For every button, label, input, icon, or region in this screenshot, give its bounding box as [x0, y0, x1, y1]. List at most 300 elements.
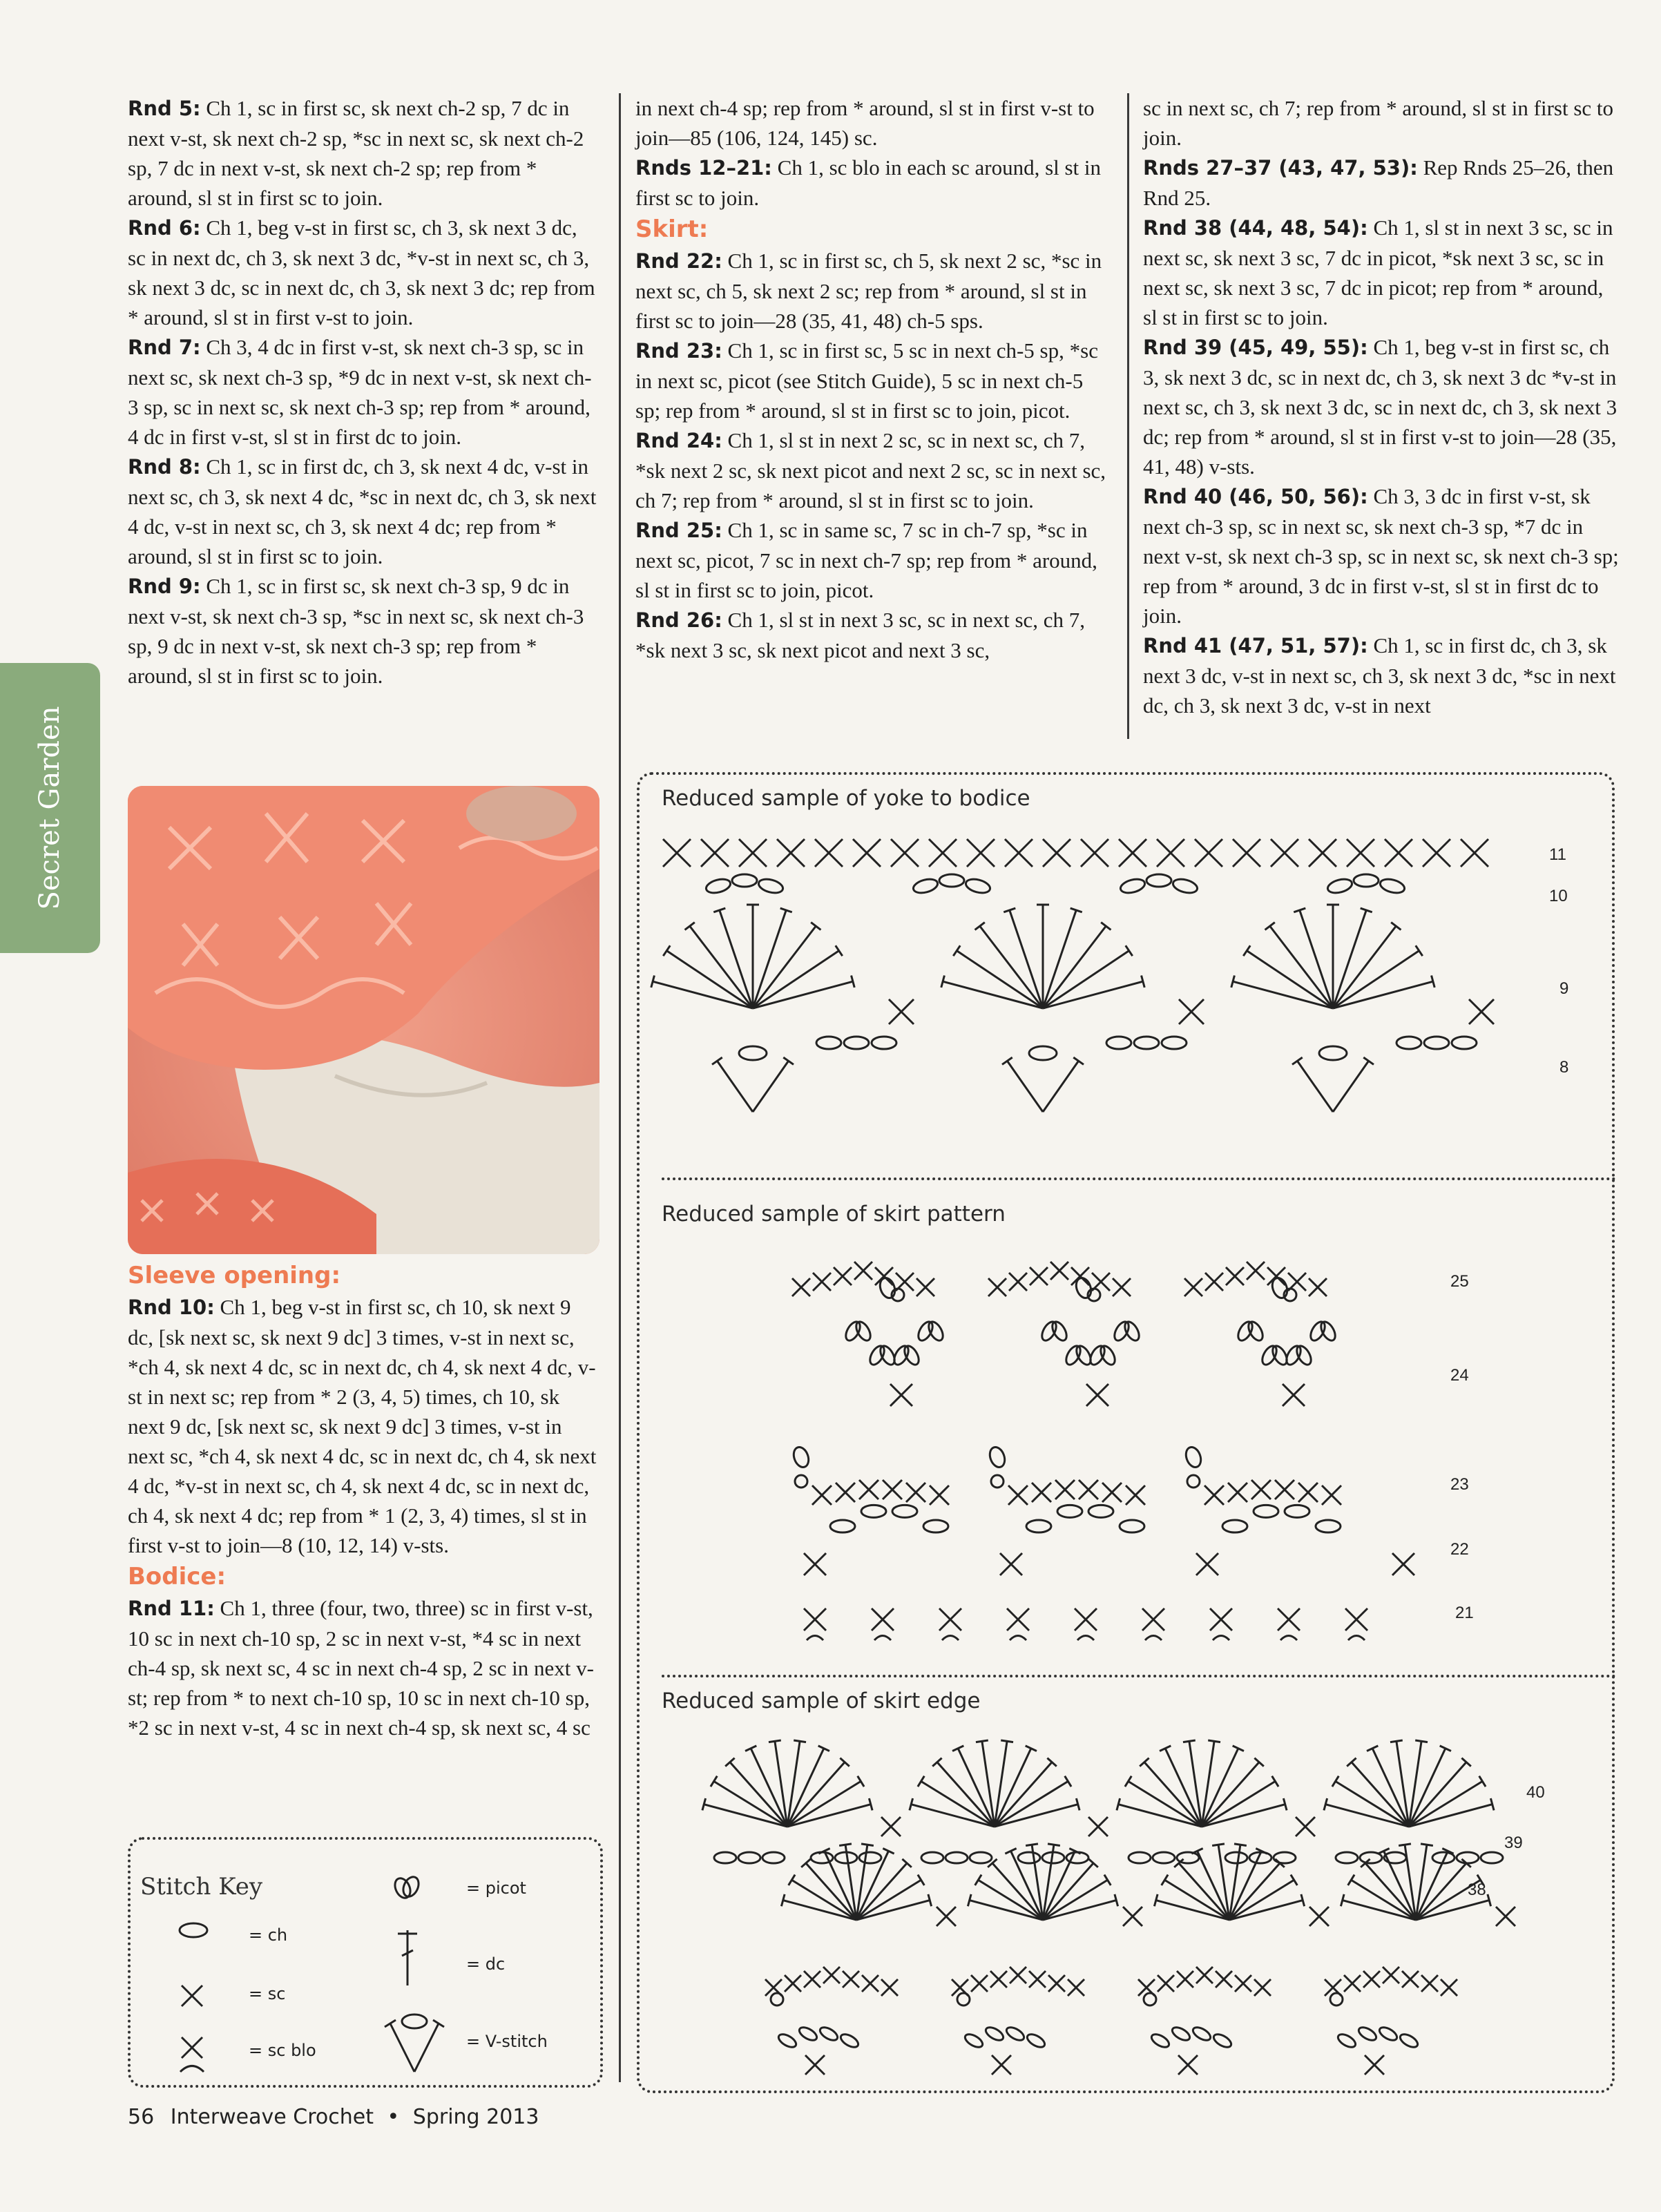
edge-sc-symbol	[785, 1975, 801, 1992]
skirt-sc-symbol	[1247, 1262, 1265, 1280]
edge-sc-symbol	[992, 2055, 1011, 2075]
dc-top-bar	[858, 1776, 864, 1787]
rnd38-paragraph	[1143, 213, 1620, 332]
blo-arc-symbol	[942, 1636, 959, 1641]
yoke-row-8: 8	[1559, 1058, 1569, 1077]
chain-symbol	[1057, 1505, 1082, 1517]
yoke-sc-symbol	[1043, 839, 1070, 867]
edge-dc-symbol	[783, 1901, 856, 1920]
chain-symbol	[1377, 2025, 1399, 2043]
yoke-dc-symbol	[653, 981, 753, 1008]
dc-top-bar	[839, 1844, 852, 1846]
skirt-sc-blo-symbol	[804, 1608, 826, 1631]
yoke-sc-symbol	[853, 839, 881, 867]
chain-symbol	[816, 1037, 841, 1049]
chain-symbol	[1191, 2025, 1212, 2043]
edge-sc-symbol	[990, 1971, 1007, 1988]
dc-top-bar	[1416, 945, 1423, 956]
rnd11-label: Rnd 11:	[128, 1597, 215, 1620]
chain-symbol	[1088, 1505, 1113, 1517]
column-3	[1143, 93, 1620, 720]
yoke-sc-symbol	[1309, 839, 1336, 867]
dc-top-bar	[1363, 1057, 1374, 1064]
chain-symbol	[854, 1320, 874, 1343]
footer-bullet: •	[387, 2105, 400, 2129]
chain-symbol	[859, 1852, 881, 1863]
skirt-chart-label: Reduced sample of skirt pattern	[662, 1202, 1006, 1227]
rnd5-paragraph	[128, 93, 599, 213]
edge-dc-symbol	[1156, 1901, 1229, 1920]
skirt-row-23: 23	[1450, 1475, 1469, 1494]
chain-symbol	[963, 2032, 984, 2050]
skirt-sc-symbol	[1392, 1553, 1414, 1575]
chain-symbol	[1318, 1320, 1338, 1343]
skirt-sc-symbol	[854, 1262, 872, 1280]
edge-sc-symbol	[1363, 1971, 1380, 1988]
chain-symbol	[1356, 2025, 1378, 2043]
dc-top-bar	[663, 945, 670, 956]
yoke-sc-symbol	[891, 839, 919, 867]
chain-symbol	[1162, 1037, 1187, 1049]
dc-top-bar	[1001, 1740, 1013, 1742]
yoke-dc-symbol	[690, 926, 753, 1008]
yoke-dc-symbol	[1233, 981, 1333, 1008]
rnd7-paragraph	[128, 332, 599, 452]
edge-dc-symbol	[1043, 1901, 1116, 1920]
dc-top-bar	[783, 1057, 794, 1064]
dc-top-bar	[918, 1875, 924, 1885]
chain-symbol	[1326, 877, 1353, 896]
rnd24-text: Ch 1, sl st in next 2 sc, sc in next sc, ch 7, *sk next 2 sc, sk next picot and next 2 sc, sc in next sc, ch 7; rep from * around, sl st in first sc to join.	[635, 428, 1106, 512]
blo-arc-symbol	[1077, 1636, 1094, 1641]
chain-symbol	[892, 1505, 917, 1517]
skirt-sc-symbol	[1008, 1485, 1028, 1505]
chain-symbol	[776, 2032, 798, 2050]
yoke-sc-symbol	[701, 839, 729, 867]
rnd26-label: Rnd 26:	[635, 608, 722, 632]
rnd11-continued: in next ch-4 sp; rep from * around, sl st in first v-st to join—85 (106, 124, 145) sc.	[635, 96, 1095, 150]
chart-divider-2	[662, 1675, 1616, 1677]
yoke-dc-symbol	[1043, 981, 1143, 1008]
chain-symbol	[1025, 2032, 1046, 2050]
chain-symbol	[1088, 1344, 1108, 1367]
dc-top-bar	[1234, 1844, 1247, 1846]
chain-symbol	[1336, 1852, 1358, 1863]
chain-symbol	[867, 1344, 887, 1367]
chain-symbol	[739, 1046, 767, 1060]
yoke-vst-symbol	[1297, 1061, 1333, 1112]
column-rule-1	[619, 93, 621, 2082]
picot-dot-symbol	[795, 1475, 807, 1488]
rnd8-text: Ch 1, sc in first dc, ch 3, sk next 4 dc, v-st in next sc, ch 3, sk next 4 dc, *sc in next dc, ch 3, sk next 4 dc, v-st in next sc, ch 3, sk next 4 dc; rep from * around, sl st in first sc to join.	[128, 454, 597, 568]
chain-symbol	[1018, 1852, 1040, 1863]
skirt-row-24: 24	[1450, 1366, 1469, 1385]
edge-sc-symbol	[1010, 1967, 1026, 1983]
yoke-dc-symbol	[1333, 910, 1366, 1008]
edge-sc-symbol	[1029, 1971, 1046, 1988]
rnds12-21-paragraph	[635, 153, 1112, 213]
picot-dot-symbol	[1187, 1475, 1200, 1488]
chain-symbol	[1225, 1852, 1247, 1863]
yoke-dc-symbol	[753, 951, 839, 1008]
skirt-sc-symbol	[1267, 1267, 1285, 1285]
yoke-dc-symbol	[1247, 951, 1333, 1008]
yoke-chart-label: Reduced sample of yoke to bodice	[662, 786, 1030, 811]
chain-symbol	[843, 1320, 863, 1343]
rnds12-21-label: Rnds 12–21:	[635, 156, 772, 180]
chain-symbol	[714, 1852, 736, 1863]
yoke-dc-symbol	[753, 926, 816, 1008]
chain-symbol	[970, 1852, 992, 1863]
rnd22-text: Ch 1, sc in first sc, ch 5, sk next 2 sc, *sc in next sc, ch 5, sk next 2 sc; rep from * around, sl st in first sc to join—28 (35, 41, 48) ch-5 sps.	[635, 249, 1102, 333]
rnd26-paragraph	[635, 605, 1112, 665]
rnd23-paragraph	[635, 336, 1112, 425]
chain-symbol	[1119, 877, 1146, 896]
yoke-dc-symbol	[1270, 926, 1333, 1008]
chain-symbol	[1236, 1320, 1256, 1343]
chain-symbol	[1452, 1037, 1477, 1049]
chain-symbol	[1106, 1037, 1131, 1049]
yoke-dc-symbol	[1333, 951, 1419, 1008]
skirt-sc-symbol	[930, 1485, 949, 1505]
garment-photo-art	[128, 786, 599, 1254]
yoke-vst-symbol	[753, 1061, 789, 1112]
picot-key-label: = picot	[466, 1878, 526, 1898]
yoke-sc-symbol	[1461, 839, 1488, 867]
skirt-sc-symbol	[1009, 1273, 1027, 1291]
rnds27-37-text: Rep Rnds 25–26, then Rnd 25.	[1143, 155, 1614, 210]
bodice-heading: Bodice:	[128, 1563, 227, 1590]
edge-dc-symbol	[1343, 1901, 1416, 1920]
chain-symbol	[923, 1520, 948, 1532]
dc-top-bar	[918, 1776, 924, 1787]
skirt-sc-symbol	[813, 1273, 831, 1291]
chain-symbol	[762, 1852, 785, 1863]
chain-symbol	[1254, 1505, 1278, 1517]
edge-sc-symbol	[881, 1979, 898, 1996]
dc-top-bar	[1479, 1776, 1486, 1787]
yoke-sc-symbol	[967, 839, 995, 867]
chain-symbol	[1050, 1320, 1070, 1343]
dc-symbol-icon	[394, 1927, 421, 1989]
dc-top-bar	[1208, 1740, 1220, 1742]
rnd39-label: Rnd 39 (45, 49, 55):	[1143, 336, 1368, 359]
yoke-sc-symbol	[1005, 839, 1033, 867]
yoke-sc-symbol	[1271, 839, 1298, 867]
skirt-sc-symbol	[1309, 1278, 1327, 1296]
yoke-sc-symbol	[929, 839, 957, 867]
rnd10-paragraph	[128, 1292, 599, 1560]
chain-symbol	[964, 877, 991, 896]
chain-symbol	[1171, 877, 1198, 896]
skirt-sc-symbol	[1205, 1273, 1223, 1291]
picot-dot-symbol	[991, 1475, 1004, 1488]
dc-top-bar	[1272, 1776, 1278, 1787]
skirt-sc-symbol	[1113, 1278, 1131, 1296]
edge-sc-symbol	[1383, 1967, 1399, 1983]
picot-dot-symbol	[771, 1993, 783, 2006]
v-stitch-key-label: = V-stitch	[466, 2032, 548, 2051]
blo-arc-symbol	[1145, 1636, 1162, 1641]
skirt-sc-symbol	[890, 1384, 912, 1406]
skirt-chart-diagram	[794, 1250, 1437, 1651]
rnd38-label: Rnd 38 (44, 48, 54):	[1143, 216, 1368, 240]
yoke-dc-symbol	[1010, 910, 1043, 1008]
edge-sc-symbol	[881, 1817, 901, 1836]
dc-top-bar	[1101, 923, 1111, 930]
skirt-sc-symbol	[1055, 1480, 1075, 1499]
yoke-vst-symbol	[1333, 1061, 1369, 1112]
rnd23-text: Ch 1, sc in first sc, 5 sc in next ch-5 sp, *sc in next sc, picot (see Stitch Guide), 5 sc in next ch-5 sp; rep from * around, sl st in first sc to join, picot.	[635, 338, 1098, 423]
skirt-sc-symbol	[1126, 1485, 1145, 1505]
rnd39-paragraph	[1143, 332, 1620, 481]
yoke-dc-symbol	[720, 910, 753, 1008]
edge-row-38: 38	[1468, 1881, 1486, 1899]
yoke-sc-symbol	[1195, 839, 1222, 867]
yoke-dc-symbol	[753, 910, 786, 1008]
dc-top-bar	[789, 1875, 795, 1885]
dc-top-bar	[711, 1776, 717, 1787]
rnd24-paragraph	[635, 425, 1112, 515]
yoke-sc-symbol	[1469, 999, 1494, 1024]
yoke-sc-symbol	[1119, 839, 1146, 867]
yoke-sc-symbol	[1233, 839, 1260, 867]
chain-symbol	[987, 1445, 1007, 1469]
skirt-sc-blo-symbol	[1345, 1608, 1367, 1631]
edge-sc-symbol	[1068, 1979, 1084, 1996]
chain-symbol	[892, 1344, 912, 1367]
skirt-row-25: 25	[1450, 1272, 1469, 1291]
skirt-sc-blo-symbol	[872, 1608, 894, 1631]
edge-dc-symbol	[1409, 1805, 1492, 1827]
chain-symbol	[1146, 874, 1171, 887]
blo-arc-symbol	[1213, 1636, 1229, 1641]
yoke-vst-symbol	[1007, 1061, 1043, 1112]
skirt-row-22: 22	[1450, 1540, 1469, 1559]
chain-symbol	[1285, 1505, 1309, 1517]
chain-symbol	[1149, 2032, 1171, 2050]
skirt-sc-symbol	[812, 1485, 832, 1505]
chain-symbol	[791, 1445, 811, 1469]
picot-dot-symbol	[1144, 1993, 1156, 2006]
chain-symbol	[1098, 1344, 1118, 1367]
chain-symbol	[732, 874, 757, 887]
rnd6-label: Rnd 6:	[128, 216, 201, 240]
edge-dc-symbol	[1325, 1805, 1409, 1827]
dc-top-bar	[794, 1740, 806, 1742]
dc-top-bar	[1332, 1776, 1338, 1787]
yoke-sc-symbol	[815, 839, 843, 867]
chain-symbol	[1336, 2032, 1357, 2050]
chain-symbol	[1396, 1037, 1421, 1049]
dc-top-bar	[976, 1740, 988, 1742]
chain-symbol	[704, 877, 731, 896]
blo-arc-symbol	[874, 1636, 891, 1641]
dc-top-bar	[1048, 1844, 1060, 1846]
chain-symbol	[1379, 877, 1405, 896]
dc-top-bar	[1183, 1740, 1196, 1742]
dc-top-bar	[975, 923, 985, 930]
dc-top-bar	[953, 945, 960, 956]
blo-arc-symbol	[807, 1636, 823, 1641]
dc-top-bar	[1026, 1844, 1038, 1846]
edge-dc-symbol	[1416, 1901, 1489, 1920]
yoke-vst-symbol	[717, 1061, 753, 1112]
skirt-sc-symbol	[859, 1480, 878, 1499]
chain-symbol	[1294, 1344, 1314, 1367]
edge-dc-symbol	[704, 1805, 787, 1827]
edge-sc-symbol	[1421, 1975, 1438, 1992]
chain-symbol	[1064, 1344, 1084, 1367]
dc-top-bar	[712, 1057, 722, 1064]
chain-symbol	[1246, 1320, 1266, 1343]
magazine-name: Interweave Crochet	[170, 2105, 374, 2129]
edge-sc-symbol	[937, 1907, 956, 1926]
dc-top-bar	[975, 1875, 981, 1885]
chain-symbol	[1284, 1344, 1304, 1367]
yoke-sc-symbol	[1179, 999, 1204, 1024]
yoke-sc-symbol	[777, 839, 805, 867]
rnd11-text: Ch 1, three (four, two, three) sc in first v-st, 10 sc in next ch-10 sp, 2 sc in next v-st, *4 sc in next ch-4 sp, sk next sc, 4 sc in next ch-4 sp, 2 sc in next v-st; rep from * to next ch-10 sp, 10 sc in next ch-10 sp, *2 sc in next v-st, 4 sc in next ch-4 sp, sk next sc, 4 sc	[128, 1596, 594, 1740]
dc-top-bar	[1002, 1057, 1012, 1064]
dc-top-bar	[836, 945, 843, 956]
skirt-sc-blo-symbol	[1278, 1608, 1300, 1631]
chain-symbol	[1129, 1852, 1151, 1863]
skirt-sc-symbol	[792, 1278, 810, 1296]
yoke-dc-symbol	[980, 926, 1043, 1008]
yoke-sc-symbol	[663, 839, 691, 867]
rnd11-paragraph	[128, 1593, 599, 1742]
column-rule-2	[1127, 93, 1129, 739]
column-1	[128, 93, 599, 691]
rnd41-label: Rnd 41 (47, 51, 57):	[1143, 634, 1368, 657]
skirt-sc-symbol	[883, 1480, 902, 1499]
chain-symbol	[1316, 1520, 1341, 1532]
rnd10-label: Rnd 10:	[128, 1296, 215, 1319]
rnd7-label: Rnd 7:	[128, 336, 201, 359]
chain-symbol	[838, 2032, 860, 2050]
skirt-sc-symbol	[1071, 1267, 1089, 1285]
edge-dc-symbol	[911, 1805, 995, 1827]
chain-symbol	[757, 877, 784, 896]
chain-symbol	[945, 1852, 968, 1863]
sc-key-label: = sc	[249, 1984, 286, 2003]
rnd25-paragraph	[635, 515, 1112, 605]
dc-top-bar	[1477, 1875, 1484, 1885]
chain-symbol	[1183, 1445, 1203, 1469]
yoke-dc-symbol	[1043, 951, 1129, 1008]
rnd26-text: Ch 1, sl st in next 3 sc, sc in next sc, ch 7, *sk next 3 sc, sk next picot and next 3 sc,	[635, 608, 1086, 662]
section-tab-label: Secret Garden	[34, 706, 66, 910]
dc-top-bar	[1073, 1057, 1084, 1064]
skirt-row-21: 21	[1455, 1604, 1474, 1622]
chain-symbol	[1120, 1520, 1144, 1532]
chain-symbol	[1039, 1320, 1059, 1343]
skirt-sc-symbol	[1079, 1480, 1098, 1499]
dc-top-bar	[1126, 945, 1133, 956]
skirt-sc-symbol	[1196, 1553, 1218, 1575]
dc-top-bar	[769, 1740, 781, 1742]
rnd41-paragraph	[1143, 631, 1620, 720]
edge-sc-symbol	[1296, 1817, 1315, 1836]
rnd7-text: Ch 3, 4 dc in first v-st, sk next ch-3 sp, sc in next sc, sk next ch-3 sp, *9 dc in next v-st, sk next ch-3 sp, sc in next sc, sk next ch-3 sp; rep from * around, 4 dc in first v-st, sl st in first dc to join.	[128, 335, 592, 449]
dc-top-bar	[1104, 1875, 1111, 1885]
skirt-sc-symbol	[836, 1483, 855, 1502]
dc-top-bar	[1291, 1875, 1297, 1885]
rnd25-text: Ch 1, sc in same sc, 7 sc in ch-7 sp, *sc in next sc, picot, 7 sc in next ch-7 sp; rep from * around, sl st in first sc to join, picot.	[635, 518, 1097, 602]
dc-top-bar	[1421, 1844, 1433, 1846]
edge-row-40: 40	[1526, 1783, 1545, 1802]
issue-label: Spring 2013	[412, 2105, 539, 2129]
chain-symbol	[912, 877, 939, 896]
rnd25-label: Rnd 25:	[635, 519, 722, 542]
edge-sc-symbol	[804, 1971, 820, 1988]
chain-symbol	[1222, 1520, 1247, 1532]
edge-sc-symbol	[805, 2055, 825, 2075]
rnd39-text: Ch 1, beg v-st in first sc, ch 3, sk next 3 dc, sc in next dc, ch 3, sk next 3 dc *v-st in next sc, ch 3, sk next 3 dc, sc in next dc, ch 3, sk next 3 dc; rep from * around, sl st in first v-st to join—28 (35, 41, 48) v-sts.	[1143, 335, 1617, 479]
chart-divider-1	[662, 1177, 1616, 1180]
chain-symbol	[1170, 2025, 1191, 2043]
chain-symbol	[861, 1505, 886, 1517]
yoke-dc-symbol	[1300, 910, 1333, 1008]
skirt-sc-symbol	[1030, 1267, 1048, 1285]
edge-sc-symbol	[1088, 1817, 1108, 1836]
rnd8-paragraph	[128, 452, 599, 571]
edge-sc-symbol	[1158, 1975, 1174, 1992]
chain-symbol	[830, 1520, 855, 1532]
yoke-vst-symbol	[1043, 1061, 1079, 1112]
column-1-lower	[128, 1259, 599, 1742]
skirt-sc-symbol	[1226, 1267, 1244, 1285]
ch-symbol-icon	[176, 1920, 211, 1941]
rnd40-paragraph	[1143, 481, 1620, 631]
chain-symbol	[1004, 2025, 1026, 2043]
chain-symbol	[1398, 2032, 1419, 2050]
picot-symbol-icon	[390, 1872, 425, 1906]
dc-top-bar	[685, 923, 695, 930]
rnds12-21-text: Ch 1, sc blo in each sc around, sl st in first sc to join.	[635, 155, 1102, 210]
edge-dc-symbol	[970, 1901, 1043, 1920]
dc-top-bar	[811, 923, 820, 930]
rnd6-text: Ch 1, beg v-st in first sc, ch 3, sk next 3 dc, sc in next dc, ch 3, sk next 3 dc, *v-st in next sc, ch 3, sk next 3 dc, sc in next dc, ch 3, sk next 3 dc; rep from * around, sl st in first v-st to join.	[128, 215, 595, 329]
edge-row-39: 39	[1504, 1834, 1523, 1852]
rnd24-label: Rnd 24:	[635, 429, 722, 452]
edge-sc-symbol	[1196, 1967, 1213, 1983]
column-2	[635, 93, 1112, 665]
skirt-sc-symbol	[875, 1267, 893, 1285]
skirt-heading: Skirt:	[635, 215, 709, 243]
yoke-sc-symbol	[889, 999, 914, 1024]
sc-symbol-icon	[178, 1982, 206, 2010]
yoke-dc-symbol	[957, 951, 1043, 1008]
yoke-row-10: 10	[1549, 887, 1568, 905]
edge-sc-symbol	[1402, 1971, 1419, 1988]
edge-sc-symbol	[971, 1975, 988, 1992]
yoke-dc-symbol	[1043, 910, 1076, 1008]
yoke-dc-symbol	[943, 981, 1043, 1008]
rnd22-label: Rnd 22:	[635, 249, 722, 273]
chain-symbol	[1308, 1320, 1328, 1343]
dc-top-bar	[1265, 923, 1275, 930]
rnd38-text: Ch 1, sl st in next 3 sc, sc in next sc, sk next 3 sc, 7 dc in picot, *sk next 3 sc, sc in next sc, sk next 3 sc, 7 dc in picot; rep from * around, sl st in first sc to join.	[1143, 215, 1613, 329]
sc-blo-key-label: = sc blo	[249, 2041, 316, 2060]
rnd8-label: Rnd 8:	[128, 455, 201, 479]
chain-symbol	[844, 1037, 869, 1049]
rnd22-paragraph	[635, 246, 1112, 336]
chain-symbol	[921, 1852, 943, 1863]
edge-sc-symbol	[1235, 1975, 1251, 1992]
rnd5-text: Ch 1, sc in first sc, sk next ch-2 sp, 7 dc in next v-st, sk next ch-2 sp, *sc in next sc, sk next ch-2 sp, 7 dc in next v-st, sk next ch-2 sp; rep from * around, sl st in first sc to join.	[128, 96, 584, 210]
